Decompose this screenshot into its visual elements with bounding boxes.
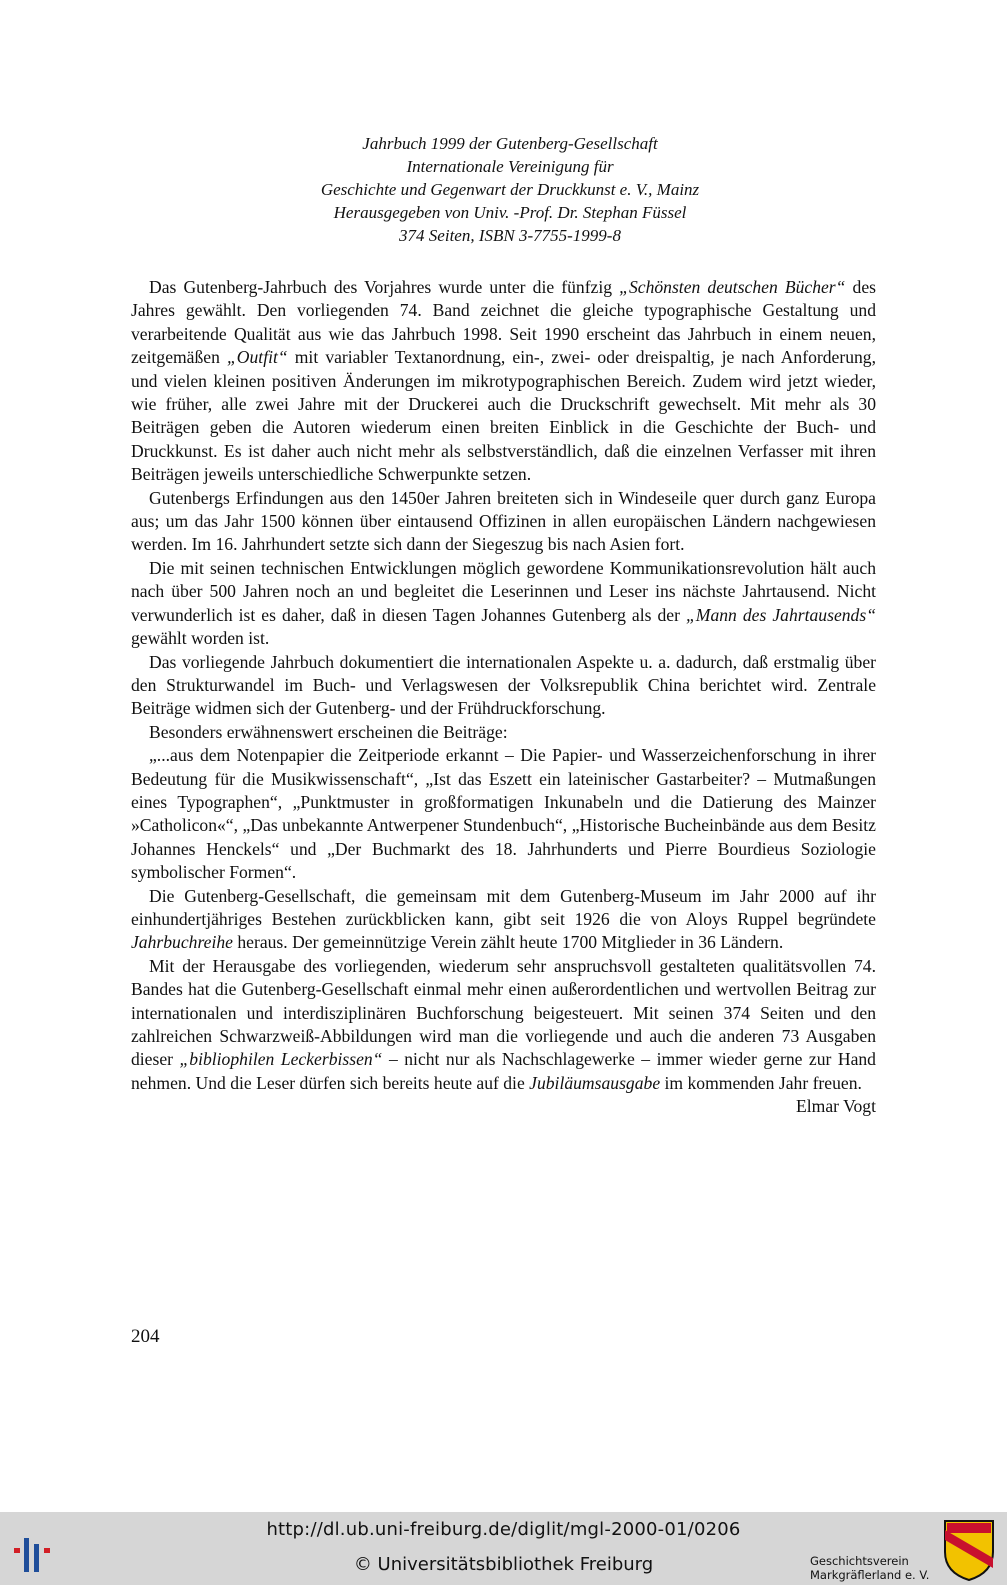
body-paragraph <box>131 276 876 487</box>
emphasized-text: „bibliophilen Leckerbissen“ <box>179 1049 383 1070</box>
header-line: 374 Seiten, ISBN 3-7755-1999-8 <box>399 226 621 245</box>
body-paragraph <box>131 721 876 744</box>
coat-of-arms-icon <box>942 1518 996 1582</box>
body-paragraph <box>131 744 876 884</box>
footer-org-name <box>810 1554 930 1582</box>
emphasized-text: Jubiläumsausgabe <box>529 1072 661 1093</box>
body-paragraph <box>131 487 876 557</box>
text-run: „...aus dem Notenpapier die Zeitperiode erkannt – Die Papier- und Wasserzeichenforschung in ihrer Bedeutung für die Musikwissenschaft“, „Ist das Eszett ein lateinischer Gastarbeiter? – Mutmaßungen eines Typographen“, „Punktmuster in großformatigen Inkunabeln und die Datierung des Mainzer »Catholicon«“, „Das unbekannte Antwerpener Stundenbuch“, „Historische Bucheinbände aus dem Besitz Johannes Henckels“ und „Der Buchmarkt des 18. Jahrhunderts und Pierre Bourdieus Soziologie symbolischer Formen“. <box>131 745 876 883</box>
emphasized-text: „Schönsten deutschen Bücher“ <box>619 277 846 297</box>
review-body <box>131 276 876 1119</box>
text-run: Gutenbergs Erfindungen aus den 1450er Jahren breiteten sich in Windeseile quer durch ganz Europa aus; um das Jahr 1500 können über eintausend Offizinen in allen europäischen Ländern nachgewiesen werden. Im 16. Jahrhundert setzte sich dann der Siegeszug bis nach Asien fort. <box>131 487 876 555</box>
text-run: Besonders erwähnenswert erscheinen die Beiträge: <box>149 721 508 742</box>
header-line: Jahrbuch 1999 der Gutenberg-Gesellschaft <box>362 134 658 153</box>
text-run: Mit der Herausgabe des vorliegenden, wiederum sehr anspruchsvoll gestalteten qualitätsvollen 74. Bandes hat die Gutenberg-Gesellschaft einmal mehr einen außerordentlichen und wertvollen Beitrag zur internationalen und interdisziplinären Buchforschung beigesteuert. Mit seinen 374 Seiten und den zahlreichen Schwarzweiß-Abbildungen wird man die vorliegende und auch die anderen 73 Ausgaben dieser <box>131 955 876 1070</box>
text-run: heraus. Der gemeinnützige Verein zählt heute 1700 Mitglieder in 36 Ländern. <box>232 932 784 953</box>
body-paragraph <box>131 955 876 1095</box>
org-name-line: Geschichtsverein <box>810 1554 909 1568</box>
header-line: Geschichte und Gegenwart der Druckkunst e. V., Mainz <box>320 180 700 199</box>
author-signature: Elmar Vogt <box>796 1096 876 1117</box>
review-header <box>200 132 820 247</box>
header-line: Herausgegeben von Univ. -Prof. Dr. Stephan Füssel <box>333 203 687 222</box>
header-line: Internationale Vereinigung für <box>406 157 614 176</box>
emphasized-text: Jahrbuchreihe <box>131 932 233 953</box>
text-run: mit variabler Textanordnung, ein-, zwei- oder dreispaltig, je nach Anforderung, und vielen kleinen positiven Änderungen im mikrotypographischen Bereich. Zudem wird jetzt wieder, wie früher, alle zwei Jahre mit der Druckerei auch die Druckschrift gewechselt. Mit mehr als 30 Beiträgen geben die Autoren wiederum einen breiten Einblick in die Geschichte der Buch- und Druckkunst. Es ist daher auch nicht mehr als selbstverständlich, daß die einzelnen Verfasser mit ihren Beiträgen jeweils unterschiedliche Schwerpunkte setzen. <box>131 347 876 485</box>
emphasized-text: „Outfit“ <box>227 347 288 368</box>
text-run: Die mit seinen technischen Entwicklungen möglich gewordene Kommunikationsrevolution hält auch nach über 500 Jahren noch an und begleitet die Leserinnen und Leser ins nächste Jahrtausend. Nicht verwunderlich ist es daher, daß in diesen Tagen Johannes Gutenberg als der <box>131 557 876 625</box>
body-paragraph <box>131 557 876 651</box>
footer-copyright: © Universitätsbibliothek Freiburg <box>353 1554 654 1575</box>
emphasized-text: „Mann des Jahrtausends“ <box>686 604 876 625</box>
body-paragraph <box>131 651 876 721</box>
text-run: Die Gutenberg-Gesellschaft, die gemeinsam mit dem Gutenberg-Museum im Jahr 2000 auf ihr einhundertjähriges Bestehen zurückblicken kann, gibt seit 1926 die von Aloys Ruppel begründete <box>131 885 876 929</box>
text-run: – nicht nur als Nachschlagewerke – immer wieder gerne zur Hand nehmen. Und die Leser dürfen sich bereits heute auf die <box>131 1049 876 1093</box>
footer-bar <box>0 1512 1007 1585</box>
org-name-line: Markgräflerland e. V. <box>810 1568 930 1582</box>
text-run: Das Gutenberg-Jahrbuch des Vorjahres wurde unter die fünfzig <box>149 277 620 297</box>
text-run: gewählt worden ist. <box>131 628 270 649</box>
body-paragraph <box>131 885 876 955</box>
page-number: 204 <box>131 1326 160 1347</box>
text-run: Das vorliegende Jahrbuch dokumentiert die internationalen Aspekte u. a. dadurch, daß erstmalig über den Strukturwandel im Buch- und Verlagswesen der Volksrepublik China berichtet wird. Zentrale Beiträge widmen sich der Gutenberg- und der Frühdruckforschung. <box>131 651 876 719</box>
paragraph-list <box>131 276 876 1095</box>
text-run: des Jahres gewählt. Den vorliegenden 74. Band zeichnet die gleiche typographische Gestaltung und verarbeitende Qualität aus wie das Jahrbuch 1998. Seit 1990 erscheint das Jahrbuch in einem neuen, zeitgemäßen <box>131 277 877 368</box>
footer-url-link[interactable]: http://dl.ub.uni-freiburg.de/diglit/mgl-2000-01/0206 <box>266 1519 741 1540</box>
text-run: im kommenden Jahr freuen. <box>660 1072 862 1093</box>
